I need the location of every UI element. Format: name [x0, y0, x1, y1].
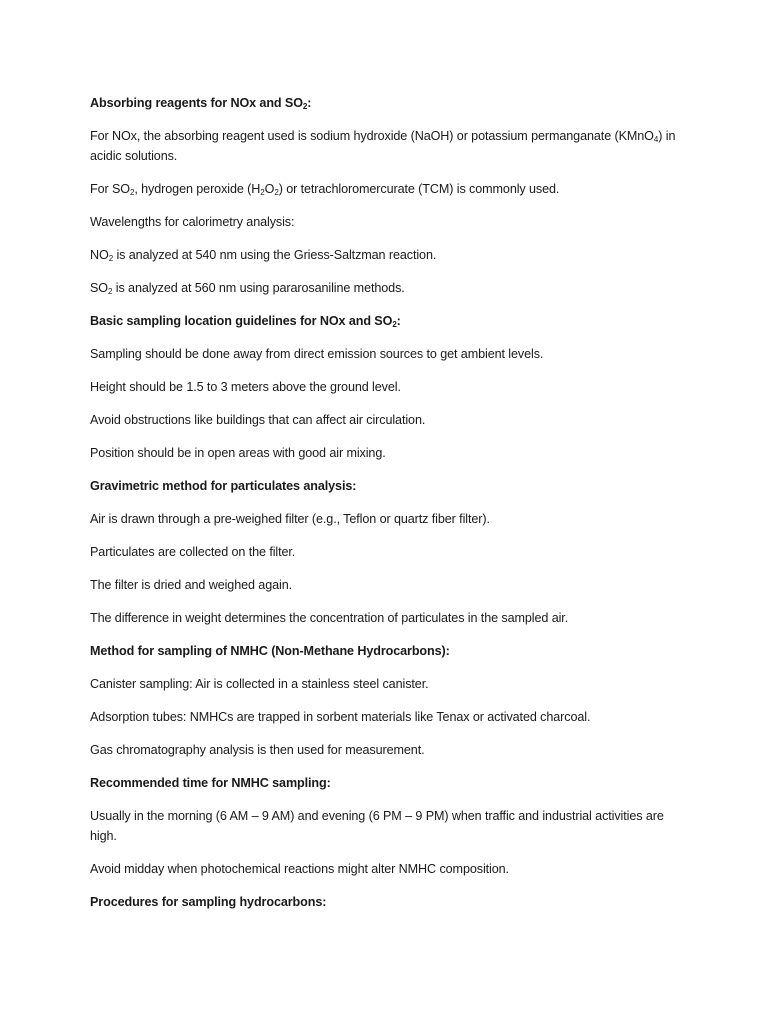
body-paragraph [90, 859, 680, 879]
section-heading [90, 641, 680, 661]
text-run: Avoid obstructions like buildings that can affect air circulation. [90, 413, 426, 427]
subscript: 2 [108, 287, 113, 296]
body-paragraph [90, 278, 680, 298]
body-paragraph [90, 674, 680, 694]
subscript: 2 [130, 188, 135, 197]
section-heading [90, 892, 680, 912]
body-paragraph [90, 245, 680, 265]
subscript: 4 [653, 135, 659, 144]
text-run: Wavelengths for calorimetry analysis: [90, 215, 295, 229]
text-run: Position should be in open areas with good air mixing. [90, 446, 386, 460]
text-run: is analyzed at 540 nm using the Griess-Saltzman reaction. [113, 248, 437, 262]
text-run: Particulates are collected on the filter. [90, 545, 296, 559]
subscript: 2 [274, 188, 279, 197]
text-run: Basic sampling location guidelines for NOx and SO [90, 314, 393, 328]
body-paragraph [90, 707, 680, 727]
text-run: ) or tetrachloromercurate (TCM) is commonly used. [278, 182, 560, 196]
subscript: 2 [260, 188, 265, 197]
body-paragraph [90, 212, 680, 232]
text-run: For NOx, the absorbing reagent used is sodium hydroxide (NaOH) or potassium permanganate (KMnO [90, 129, 654, 143]
text-run: is analyzed at 560 nm using pararosaniline methods. [112, 281, 405, 295]
section-heading [90, 476, 680, 496]
text-run: : [396, 314, 401, 328]
body-paragraph [90, 179, 680, 199]
text-run: Recommended time for NMHC sampling: [90, 776, 331, 790]
text-run: Gas chromatography analysis is then used for measurement. [90, 743, 425, 757]
body-paragraph [90, 344, 680, 364]
subscript: 2 [302, 102, 308, 111]
text-run: Gravimetric method for particulates analysis: [90, 479, 357, 493]
body-paragraph [90, 575, 680, 595]
text-run: The filter is dried and weighed again. [90, 578, 293, 592]
text-run: The difference in weight determines the concentration of particulates in the sampled air. [90, 611, 569, 625]
section-heading [90, 93, 680, 113]
text-run: : [307, 96, 312, 110]
document-body [90, 93, 680, 925]
text-run: Avoid midday when photochemical reactions might alter NMHC composition. [90, 862, 509, 876]
body-paragraph [90, 806, 680, 846]
section-heading [90, 773, 680, 793]
text-run: O [264, 182, 275, 196]
text-run: NO [90, 248, 109, 262]
text-run: Air is drawn through a pre-weighed filter (e.g., Teflon or quartz fiber filter). [90, 512, 490, 526]
text-run: ) in acidic solutions. [90, 129, 676, 163]
text-run: SO [90, 281, 108, 295]
body-paragraph [90, 740, 680, 760]
text-run: Usually in the morning (6 AM – 9 AM) and evening (6 PM – 9 PM) when traffic and industrial activities are high. [90, 809, 664, 843]
text-run: Adsorption tubes: NMHCs are trapped in sorbent materials like Tenax or activated charcoal. [90, 710, 591, 724]
body-paragraph [90, 443, 680, 463]
text-run: Procedures for sampling hydrocarbons: [90, 895, 327, 909]
text-run: Height should be 1.5 to 3 meters above the ground level. [90, 380, 401, 394]
section-heading [90, 311, 680, 331]
body-paragraph [90, 608, 680, 628]
body-paragraph [90, 126, 680, 166]
text-run: Sampling should be done away from direct emission sources to get ambient levels. [90, 347, 544, 361]
body-paragraph [90, 377, 680, 397]
text-run: Absorbing reagents for NOx and SO [90, 96, 303, 110]
body-paragraph [90, 509, 680, 529]
text-run: , hydrogen peroxide (H [134, 182, 261, 196]
body-paragraph [90, 542, 680, 562]
body-paragraph [90, 410, 680, 430]
subscript: 2 [108, 254, 114, 263]
subscript: 2 [392, 320, 397, 329]
text-run: Method for sampling of NMHC (Non-Methane Hydrocarbons): [90, 644, 450, 658]
text-run: For SO [90, 182, 130, 196]
text-run: Canister sampling: Air is collected in a stainless steel canister. [90, 677, 429, 691]
